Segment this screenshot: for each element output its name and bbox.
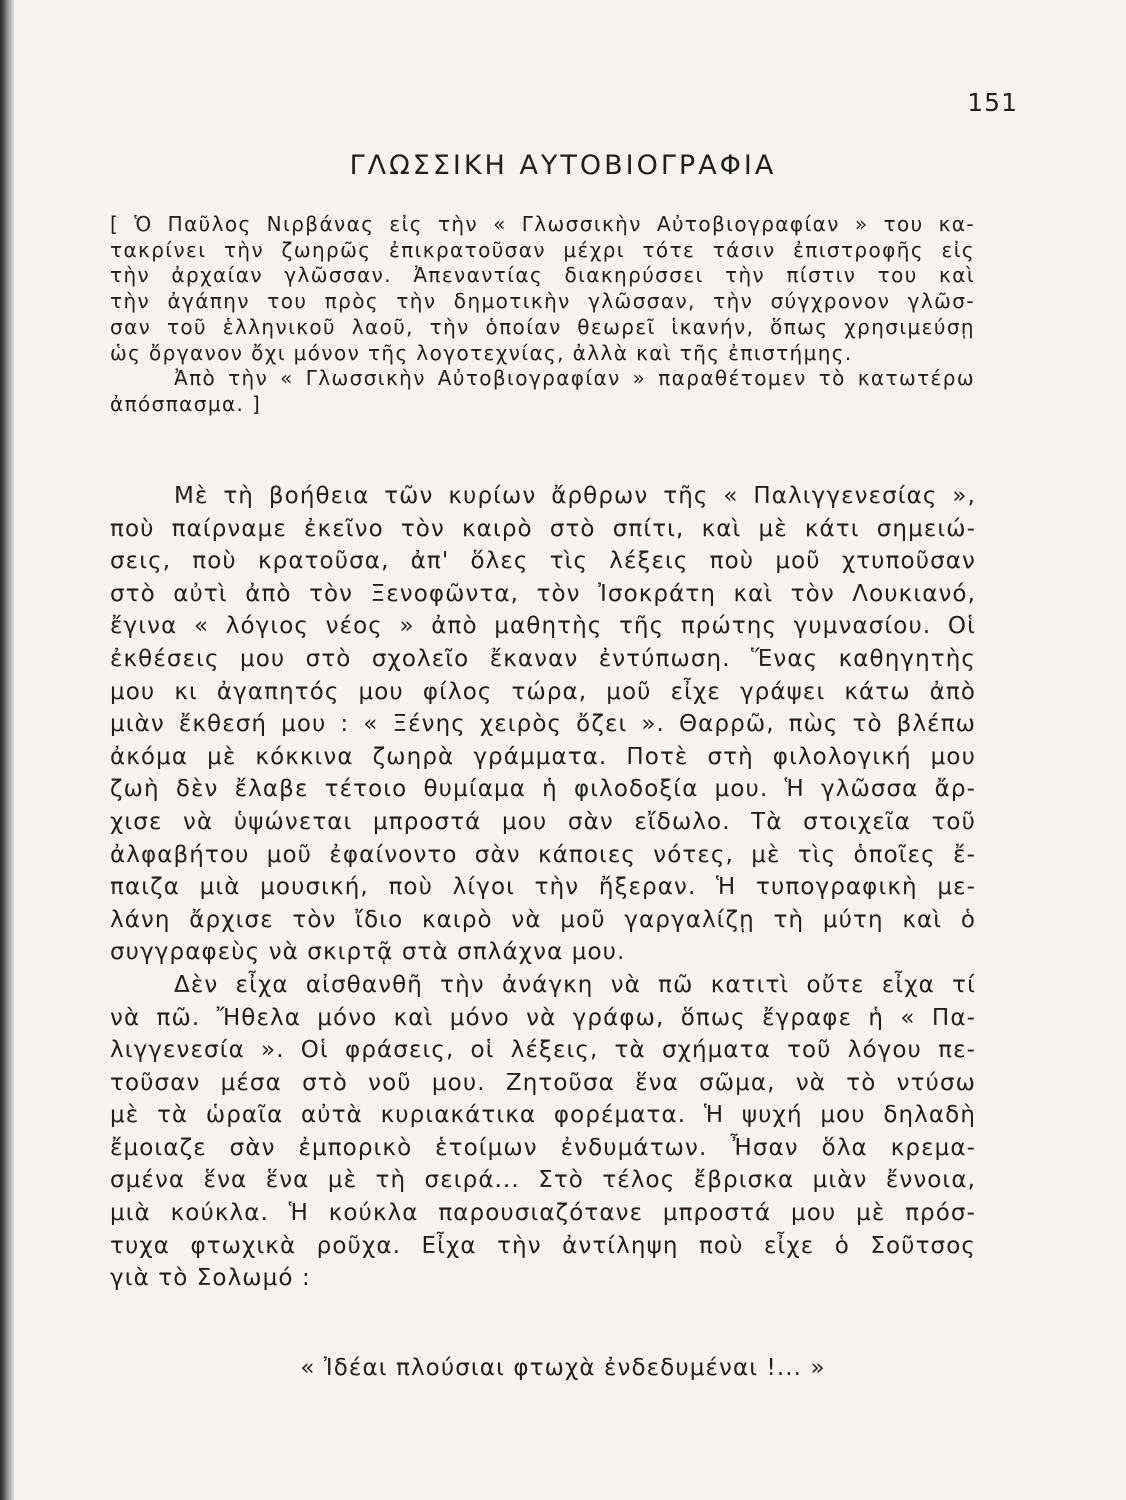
- body-line: σεις, ποὺ κρατοῦσα, ἀπ' ὅλες τὶς λέξεις ποὺ μοῦ χτυποῦσαν: [110, 548, 976, 575]
- body-line: τοῦσαν μέσα στὸ νοῦ μου. Ζητοῦσα ἕνα σῶμα, νὰ τὸ ντύσω: [110, 1069, 976, 1096]
- body-line: χισε νὰ ὑψώνεται μπροστά μου σὰν εἴδωλο. Τὰ στοιχεῖα τοῦ: [110, 808, 976, 835]
- body-line: μιὰν ἔκθεσή μου : « Ξένης χειρὸς ὄζει ». Θαρρῶ, πὼς τὸ βλέπω: [110, 711, 976, 738]
- intro-line: τὴν ἀγάπην του πρὸς τὴν δημοτικὴν γλῶσσαν, τὴν σύγχρονον γλῶσ-: [110, 289, 975, 314]
- intro-line: [ Ὁ Παῦλος Νιρβάνας εἰς τὴν « Γλωσσικὴν Αὐτοβιογραφίαν » του κα-: [110, 212, 975, 236]
- quotation: « Ἰδέαι πλούσιαι φτωχὰ ἐνδεδυμέναι !... »: [300, 1355, 826, 1381]
- main-text: [110, 480, 976, 1295]
- body-line: ἔμοιαζε σὰν ἐμπορικὸ ἑτοίμων ἐνδυμάτων. Ἦσαν ὅλα κρεμα-: [110, 1134, 976, 1161]
- body-line: μὲ τὰ ὡραῖα αὐτὰ κυριακάτικα φορέματα. Ἡ ψυχή μου δηλαδὴ: [110, 1102, 976, 1129]
- intro-line: ὡς ὄργανον ὄχι μόνον τῆς λογοτεχνίας, ἀλλὰ καὶ τῆς ἐπιστήμης.: [110, 340, 853, 365]
- intro-line: τακρίνει τὴν ζωηρῶς ἐπικρατοῦσαν μέχρι τότε τάσιν ἐπιστροφῆς εἰς: [110, 237, 975, 262]
- body-line: ἔγινα « λόγιος νέος » ἀπὸ μαθητὴς τῆς πρώτης γυμνασίου. Οἱ: [110, 613, 976, 640]
- editorial-intro: [110, 212, 975, 418]
- body-line: λάνη ἄρχισε τὸν ἴδιο καιρὸ νὰ μοῦ γαργαλίζῃ τὴ μύτη καὶ ὁ: [110, 906, 976, 933]
- body-line: ἀλφαβήτου μοῦ ἐφαίνοντο σὰν κάποιες νότες, μὲ τὶς ὁποῖες ἔ-: [110, 841, 976, 868]
- body-line: μου κι ἀγαπητός μου φίλος τώρα, μοῦ εἶχε γράψει κάτω ἀπὸ: [110, 678, 976, 705]
- body-line: μιὰ κούκλα. Ἡ κούκλα παρουσιαζότανε μπροστά μου μὲ πρόσ-: [110, 1200, 976, 1227]
- body-line: παιζα μιὰ μουσική, ποὺ λίγοι τὴν ἤξεραν. Ἡ τυπογραφικὴ με-: [110, 874, 976, 901]
- page-binding-edge: [0, 0, 14, 1500]
- body-line: γιὰ τὸ Σολωμό :: [110, 1265, 311, 1292]
- body-line: ποὺ παίρναμε ἐκεῖνο τὸν καιρὸ στὸ σπίτι, καὶ μὲ κάτι σημειώ-: [110, 515, 976, 542]
- body-line: τυχα φτωχικὰ ροῦχα. Εἶχα τὴν ἀντίληψη ποὺ εἶχε ὁ Σοῦτσος: [110, 1232, 976, 1259]
- page-number: 151: [967, 88, 1018, 117]
- body-line: στὸ αὐτὶ ἀπὸ τὸν Ξενοφῶντα, τὸν Ἰσοκράτη καὶ τὸν Λουκιανό,: [110, 580, 976, 607]
- body-line: ζωὴ δὲν ἔλαβε τέτοιο θυμίαμα ἡ φιλοδοξία μου. Ἡ γλῶσσα ἄρ-: [110, 776, 976, 803]
- body-line: Δὲν εἶχα αἰσθανθῆ τὴν ἀνάγκη νὰ πῶ κατιτὶ οὔτε εἶχα τί: [174, 971, 976, 998]
- intro-line: Ἀπὸ τὴν « Γλωσσικὴν Αὐτοβιογραφίαν » παραθέτομεν τὸ κατωτέρω: [174, 366, 975, 391]
- intro-line: ἀπόσπασμα. ]: [110, 391, 262, 416]
- body-line: συγγραφεὺς νὰ σκιρτᾷ στὰ σπλάχνα μου.: [110, 939, 626, 966]
- intro-line: τὴν ἀρχαίαν γλῶσσαν. Ἀπεναντίας διακηρύσσει τὴν πίστιν του καὶ: [110, 263, 975, 288]
- intro-line: σαν τοῦ ἑλληνικοῦ λαοῦ, τὴν ὁποίαν θεωρεῖ ἱκανήν, ὅπως χρησιμεύσῃ: [110, 314, 975, 339]
- body-line: νὰ πῶ. Ἤθελα μόνο καὶ μόνο νὰ γράφω, ὅπως ἔγραφε ἡ « Πα-: [110, 1004, 976, 1031]
- body-line: ἀκόμα μὲ κόκκινα ζωηρὰ γράμματα. Ποτὲ στὴ φιλολογική μου: [110, 743, 976, 770]
- page-title: ΓΛΩΣΣΙΚΗ ΑΥΤΟΒΙΟΓΡΑΦΙΑ: [349, 150, 777, 181]
- body-line: λιγγενεσία ». Οἱ φράσεις, οἱ λέξεις, τὰ σχήματα τοῦ λόγου πε-: [110, 1037, 976, 1064]
- body-line: Μὲ τὴ βοήθεια τῶν κυρίων ἄρθρων τῆς « Παλιγγενεσίας »,: [174, 483, 976, 509]
- body-line: σμένα ἕνα ἕνα μὲ τὴ σειρά... Στὸ τέλος ἔβρισκα μιὰν ἔννοια,: [110, 1167, 976, 1194]
- body-line: ἐκθέσεις μου στὸ σχολεῖο ἔκαναν ἐντύπωση. Ἕνας καθηγητὴς: [110, 645, 976, 672]
